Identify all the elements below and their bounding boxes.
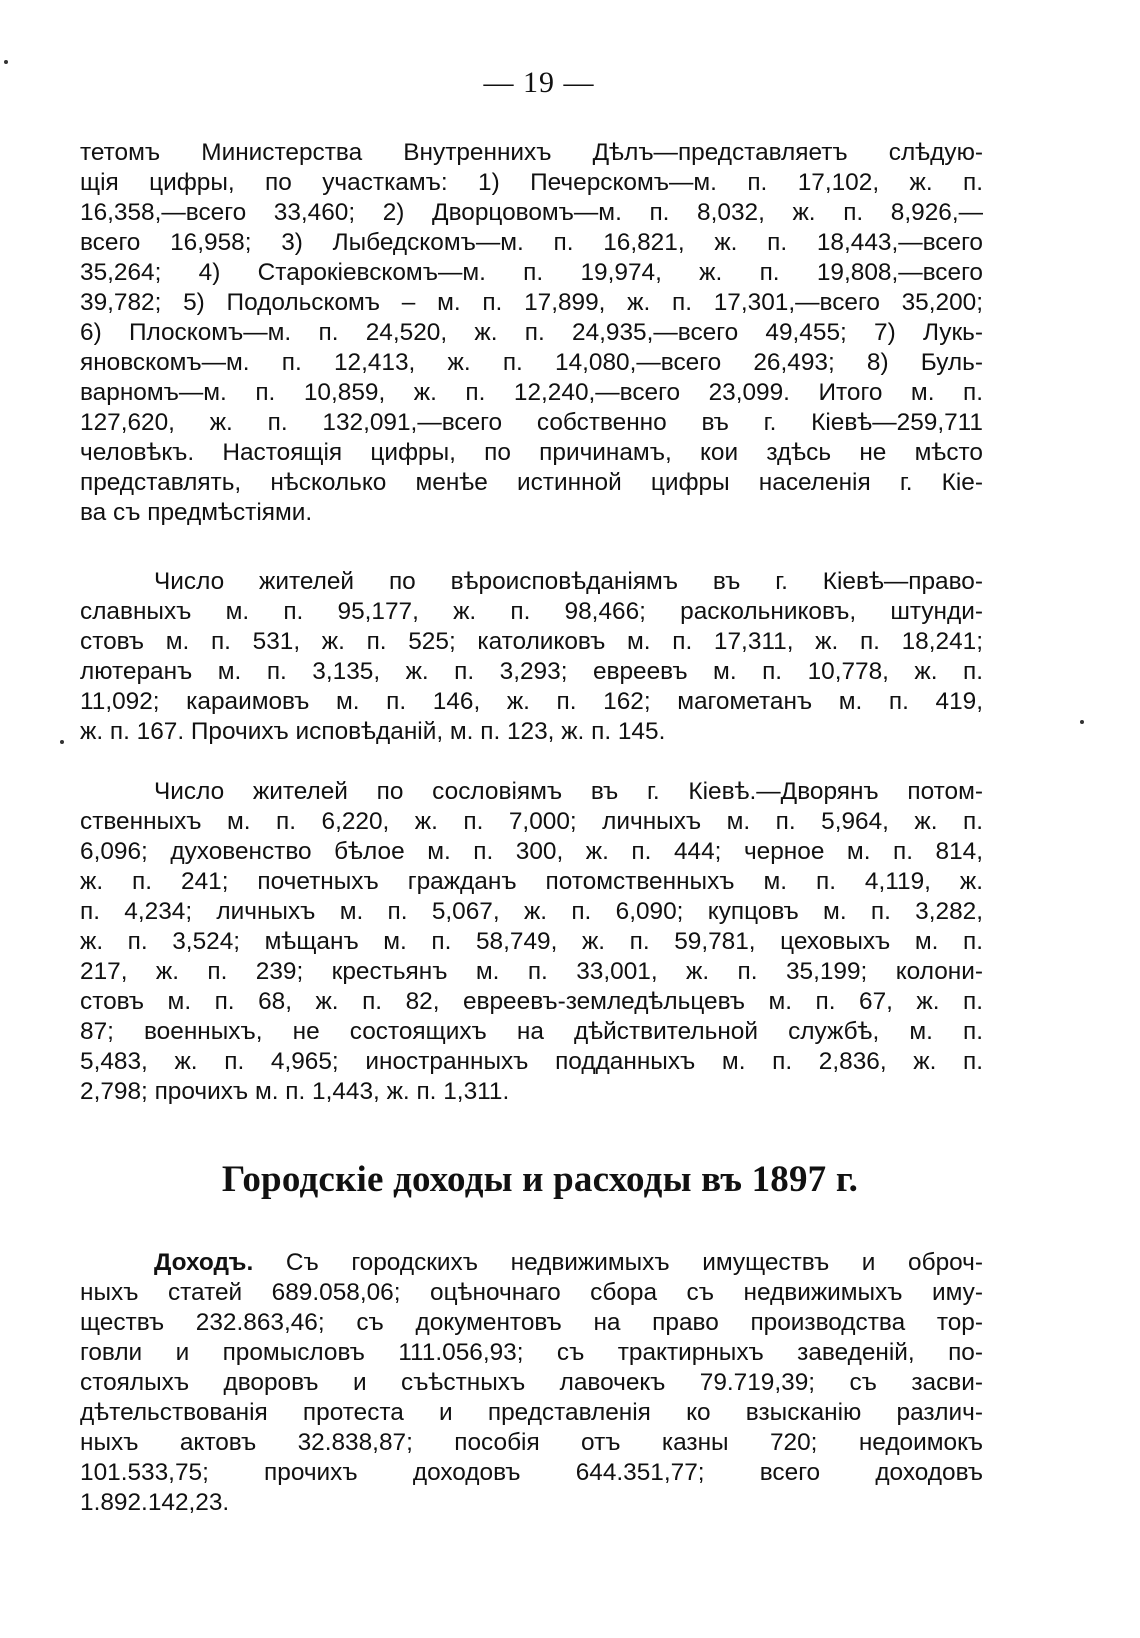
text-line: 1.892.142,23. [80,1489,230,1516]
text-line: яновскомъ—м. п. 12,413, ж. п. 14,080,—всего 26,493; 8) Буль- [80,349,983,376]
text-line: 35,264; 4) Старокіевскомъ—м. п. 19,974, ж. п. 19,808,—всего [80,259,983,286]
text-line: 6,096; духовенство бѣлое м. п. 300, ж. п. 444; черное м. п. 814, [80,838,983,865]
text-line: стовъ м. п. 531, ж. п. 525; католиковъ м. п. 17,311, ж. п. 18,241; [80,628,983,655]
text-line: Число жителей по вѣроисповѣданіямъ въ г. Кіевѣ—право- [154,568,983,595]
text-line: ныхъ статей 689.058,06; оцѣночнаго сбора съ недвижимыхъ иму- [80,1279,983,1306]
text-line: ва съ предмѣстіями. [80,499,313,526]
text-line: 2,798; прочихъ м. п. 1,443, ж. п. 1,311. [80,1078,510,1105]
text-line: 127,620, ж. п. 132,091,—всего собственно въ г. Кіевѣ—259,711 [80,409,983,436]
text-line: говли и промысловъ 111.056,93; съ трактирныхъ заведеній, по- [80,1339,983,1366]
text-line: ществъ 232.863,46; съ документовъ на право производства тор- [80,1309,983,1336]
text-line: ж. п. 3,524; мѣщанъ м. п. 58,749, ж. п. 59,781, цеховыхъ м. п. [80,928,983,955]
text-line: ныхъ актовъ 32.838,87; пособія отъ казны 720; недоимокъ [80,1429,983,1456]
text-line: дѣтельствованія протеста и представленія ко взысканію различ- [80,1399,983,1426]
text-line: 11,092; караимовъ м. п. 146, ж. п. 162; магометанъ м. п. 419, [80,688,983,715]
text-line: 87; военныхъ, не состоящихъ на дѣйствительной службѣ, м. п. [80,1018,983,1045]
text-line: 217, ж. п. 239; крестьянъ м. п. 33,001, ж. п. 35,199; колони- [80,958,983,985]
text-line: лютеранъ м. п. 3,135, ж. п. 3,293; евреевъ м. п. 10,778, ж. п. [80,658,983,685]
page-number: — 19 — [483,66,595,99]
text-line: представлять, нѣсколько менѣе истинной цифры населенія г. Кіе- [80,469,983,496]
text-line: Число жителей по сословіямъ въ г. Кіевѣ.—Дворянъ потом- [154,778,983,805]
scan-speck [1080,720,1084,724]
income-lead: Доходъ. [154,1249,254,1276]
text-line: щія цифры, по участкамъ: 1) Печерскомъ—м. п. 17,102, ж. п. [80,169,983,196]
text-line: 5,483, ж. п. 4,965; иностранныхъ подданныхъ м. п. 2,836, ж. п. [80,1048,983,1075]
text-line: 6) Плоскомъ—м. п. 24,520, ж. п. 24,935,—всего 49,455; 7) Лукь- [80,319,983,346]
text-line: ж. п. 241; почетныхъ гражданъ потомственныхъ м. п. 4,119, ж. [80,868,983,895]
text-line: варномъ—м. п. 10,859, ж. п. 12,240,—всего 23,099. Итого м. п. [80,379,983,406]
text-line: 16,358,—всего 33,460; 2) Дворцовомъ—м. п. 8,032, ж. п. 8,926,— [80,199,983,226]
text-line-with-lead [154,1247,983,1279]
text-line: всего 16,958; 3) Лыбедскомъ—м. п. 16,821, ж. п. 18,443,—всего [80,229,983,256]
section-heading: Городскіе доходы и расходы въ 1897 г. [221,1159,859,1200]
text-line: стовъ м. п. 68, ж. п. 82, евреевъ-земледѣльцевъ м. п. 67, ж. п. [80,988,983,1015]
text-line: ж. п. 167. Прочихъ исповѣданій, м. п. 123, ж. п. 145. [80,718,666,745]
text-line: славныхъ м. п. 95,177, ж. п. 98,466; раскольниковъ, штунди- [80,598,983,625]
text-line: 39,782; 5) Подольскомъ – м. п. 17,899, ж. п. 17,301,—всего 35,200; [80,289,983,316]
text-line: человѣкъ. Настоящія цифры, по причинамъ, кои здѣсь не мѣсто [80,439,983,466]
text-line: 101.533,75; прочихъ доходовъ 644.351,77; всего доходовъ [80,1459,983,1486]
text-line: п. 4,234; личныхъ м. п. 5,067, ж. п. 6,090; купцовъ м. п. 3,282, [80,898,983,925]
text-line: Съ городскихъ недвижимыхъ имуществъ и оброч- [285,1249,983,1276]
text-line: стоялыхъ дворовъ и съѣстныхъ лавочекъ 79.719,39; съ засви- [80,1369,983,1396]
scan-speck [60,740,64,744]
text-line: ственныхъ м. п. 6,220, ж. п. 7,000; личныхъ м. п. 5,964, ж. п. [80,808,983,835]
scan-speck [4,60,8,64]
text-line: тетомъ Министерства Внутреннихъ Дѣлъ—представляетъ слѣдую- [80,139,983,166]
